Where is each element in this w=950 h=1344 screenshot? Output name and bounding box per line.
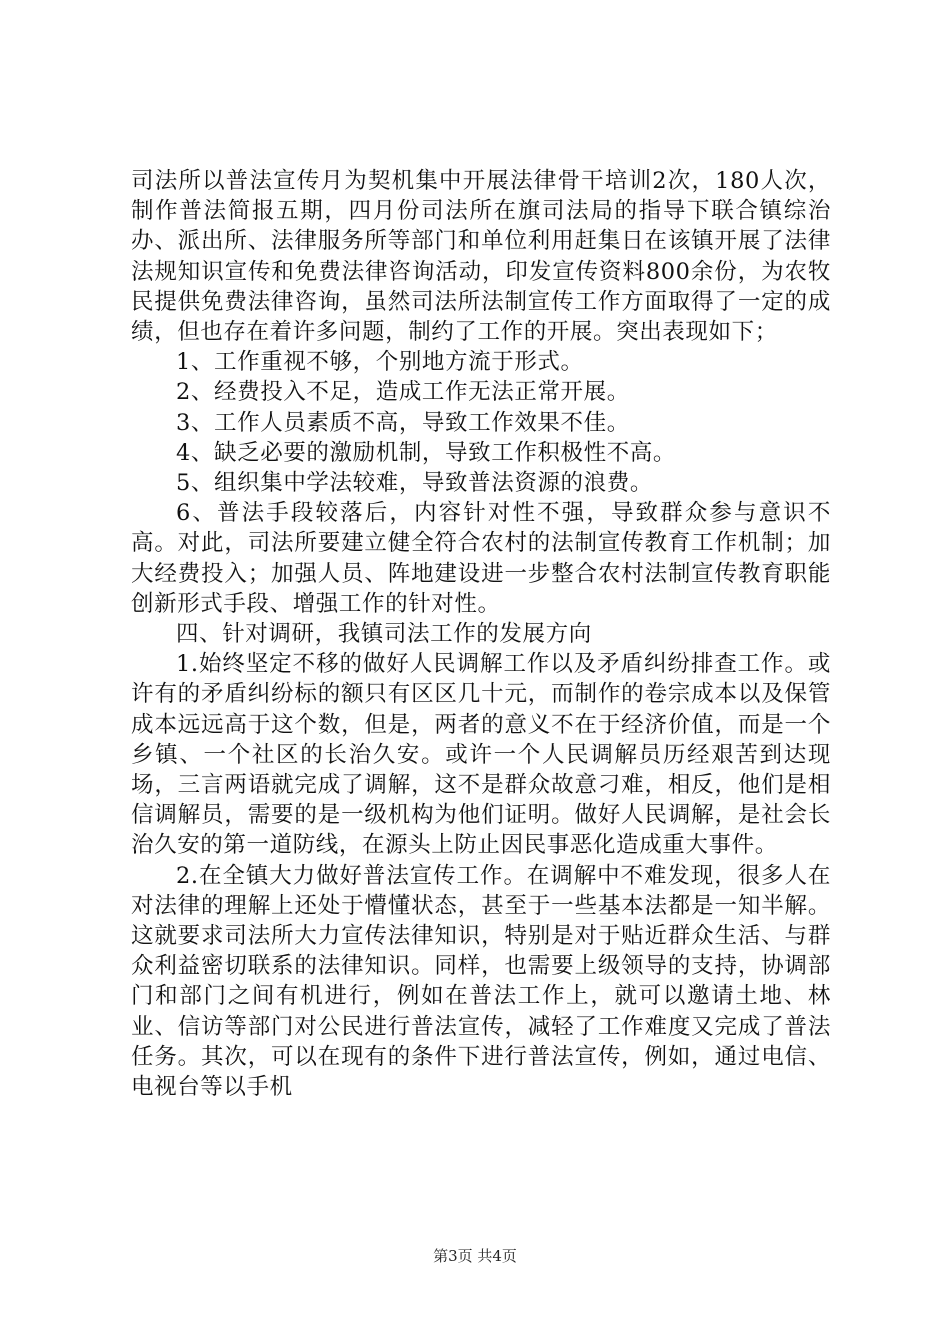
list-item-6: 6、普法手段较落后，内容针对性不强，导致群众参与意识不高。对此，司法所要建立健全符合农村的法制宣传教育工作机制；加大经费投入；加强人员、阵地建设进一步整合农村法制宣传教育职能创新形式手段、增强工作的针对性。 xyxy=(131,500,831,617)
list-item-4: 4、缺乏必要的激励机制，导致工作积极性不高。 xyxy=(176,439,677,466)
list-item-2: 2、经费投入不足，造成工作无法正常开展。 xyxy=(176,379,630,406)
paragraph-intro: 司法所以普法宣传月为契机集中开展法律骨干培训2次，180人次，制作普法简报五期，四月份司法所在旗司法局的指导下联合镇综治办、派出所、法律服务所等部门和单位利用赶集日在该镇开展了法律法规知识宣传和免费法律咨询活动，印发宣传资料800余份，为农牧民提供免费法律咨询，虽然司法所法制宣传工作方面取得了一定的成绩，但也存在着许多问题，制约了工作的开展。突出表现如下； xyxy=(131,168,831,346)
page-number-footer: 第3页 共4页 xyxy=(433,1247,517,1265)
list-item-5: 5、组织集中学法较难，导致普法资源的浪费。 xyxy=(176,470,653,497)
list-item-3: 3、工作人员素质不高，导致工作效果不佳。 xyxy=(176,409,630,436)
section-heading-four: 四、针对调研，我镇司法工作的发展方向 xyxy=(176,621,592,648)
paragraph-direction-2: 2.在全镇大力做好普法宣传工作。在调解中不难发现，很多人在对法律的理解上还处于懵懂状态，甚至于一些基本法都是一知半解。这就要求司法所大力宣传法律知识，特别是对于贴近群众生活、与群众利益密切联系的法律知识。同样，也需要上级领导的支持，协调部门和部门之间有机进行，例如在普法工作上，就可以邀请土地、林业、信访等部门对公民进行普法宣传，减轻了工作难度又完成了普法任务。其次，可以在现有的条件下进行普法宣传，例如，通过电信、电视台等以手机 xyxy=(131,862,831,1101)
paragraph-direction-1: 1.始终坚定不移的做好人民调解工作以及矛盾纠纷排查工作。或许有的矛盾纠纷标的额只有区区几十元，而制作的卷宗成本以及保管成本远远高于这个数，但是，两者的意义不在于经济价值，而是一个乡镇、一个社区的长治久安。或许一个人民调解员历经艰苦到达现场，三言两语就完成了调解，这不是群众故意刁难，相反，他们是相信调解员，需要的是一级机构为他们证明。做好人民调解，是社会长治久安的第一道防线，在源头上防止因民事恶化造成重大事件。 xyxy=(131,651,831,859)
list-item-1: 1、工作重视不够，个别地方流于形式。 xyxy=(176,349,584,376)
document-body xyxy=(131,166,831,1102)
